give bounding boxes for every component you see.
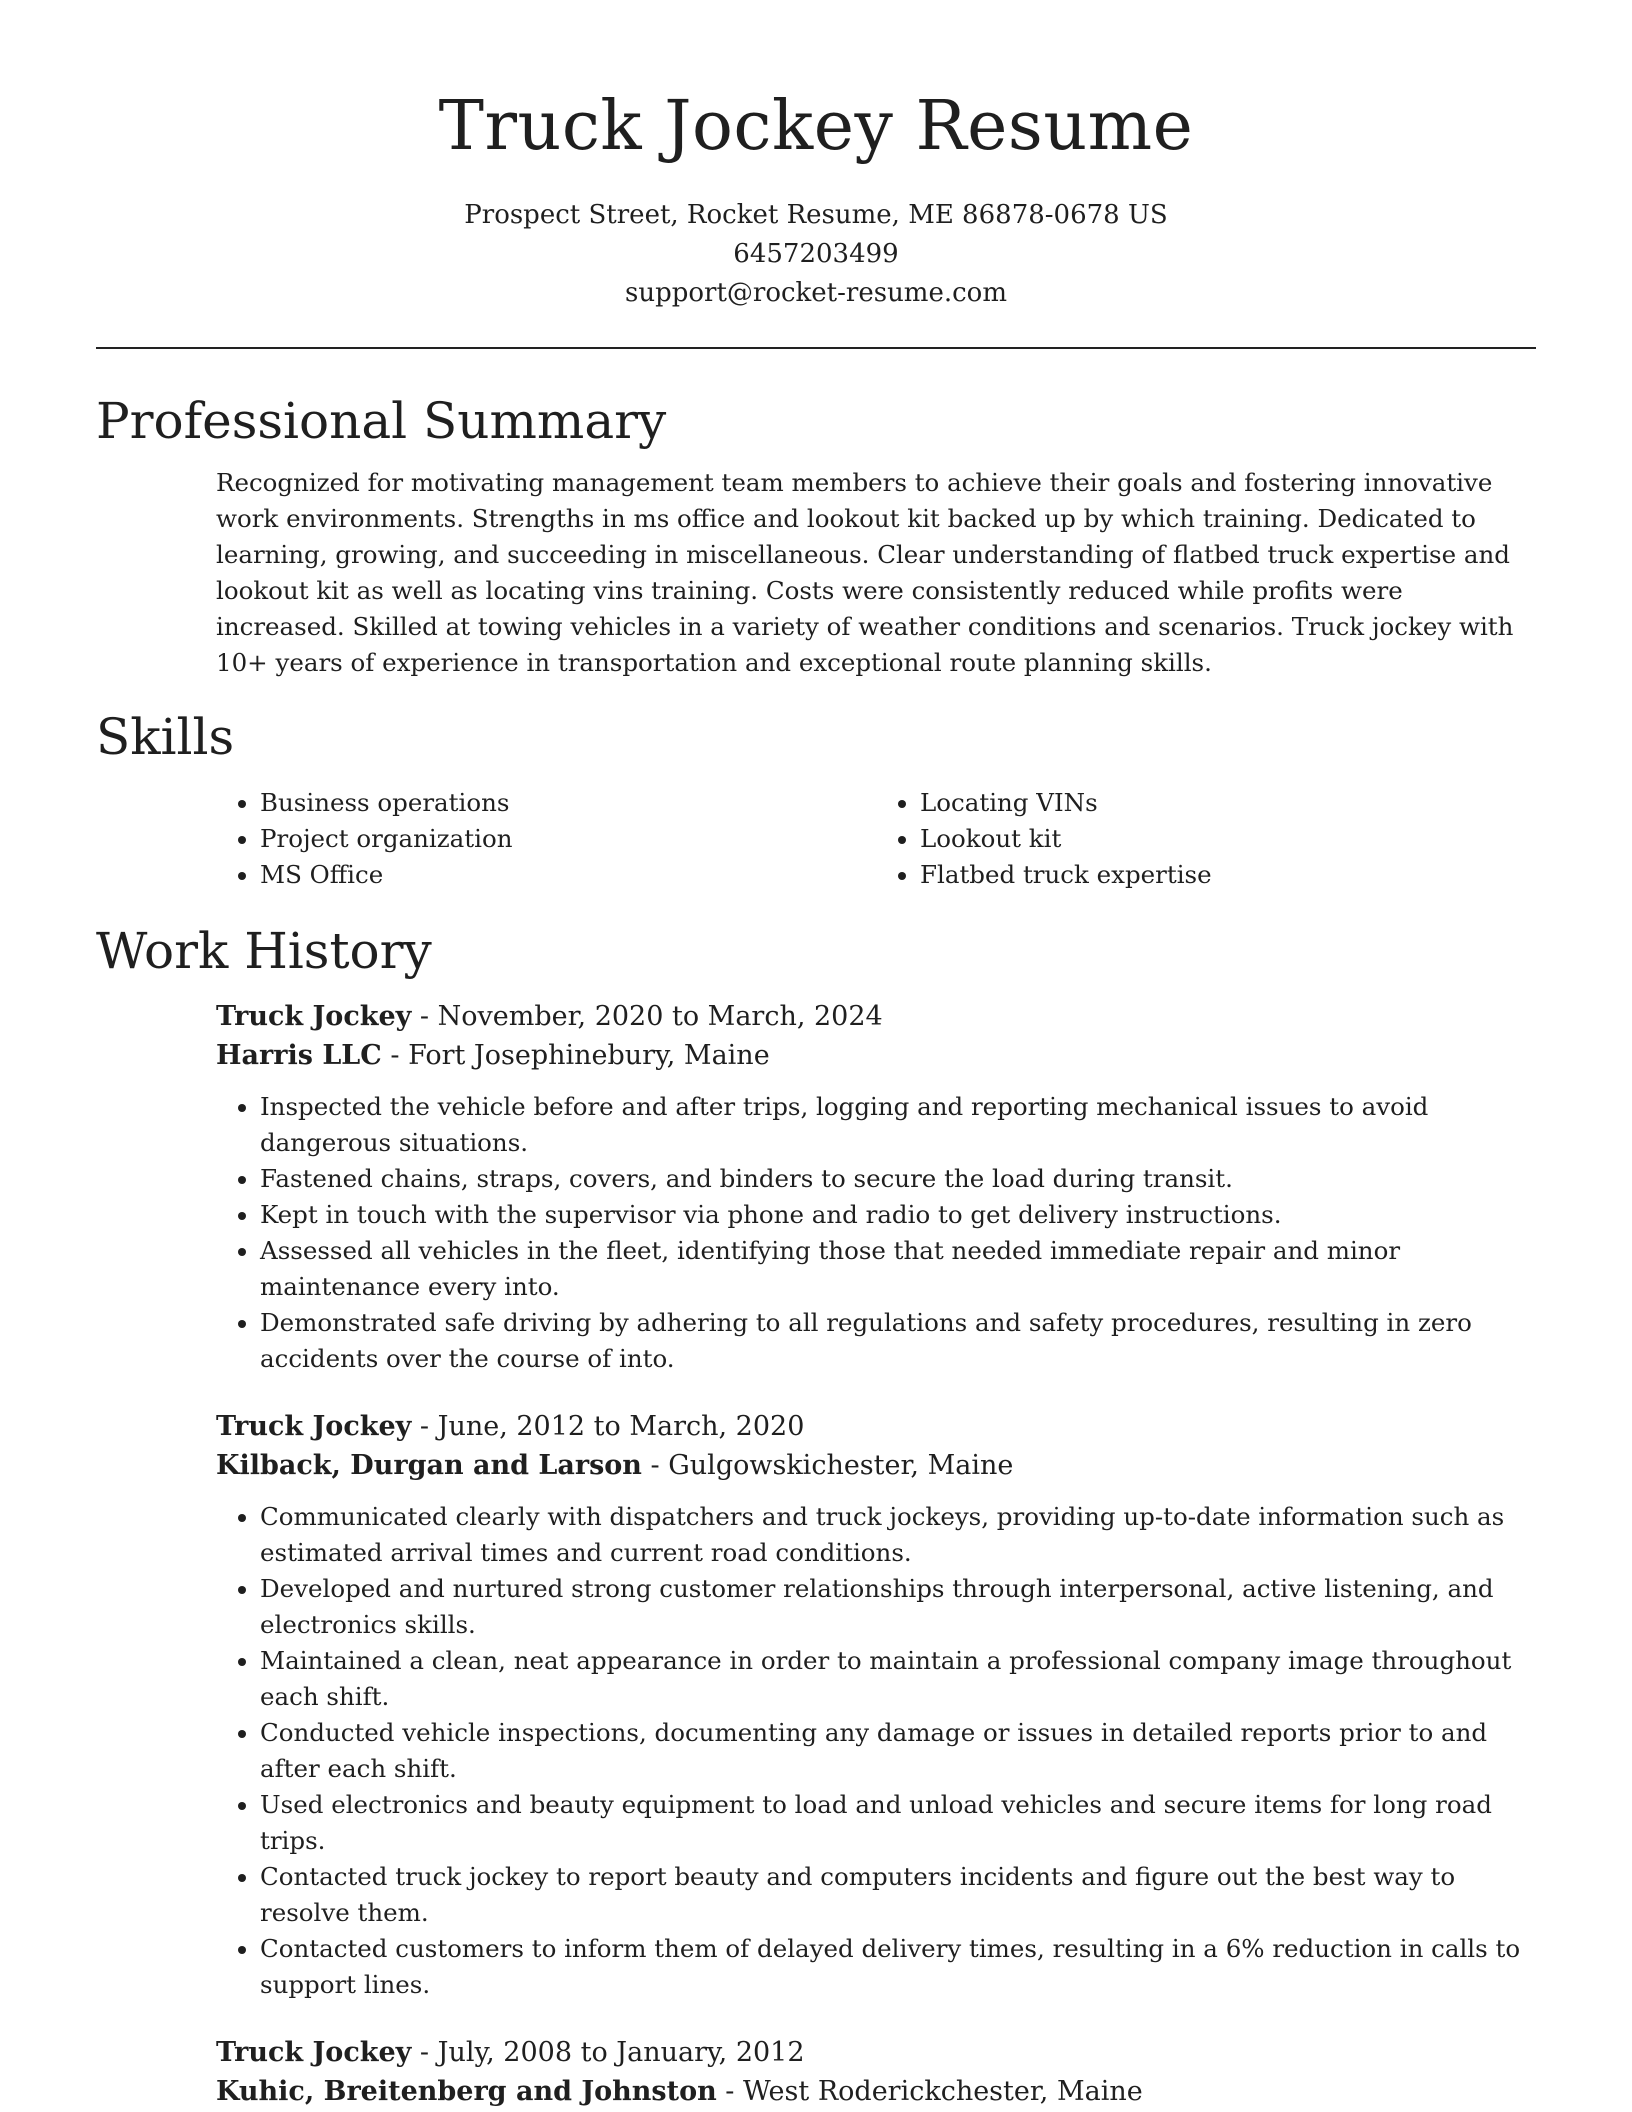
job-bullet: • Conducted vehicle inspections, documenting any damage or issues in detailed reports prior to and after each shift. (260, 1715, 1536, 1787)
job-location: - Fort Josephinebury, Maine (381, 1040, 770, 1071)
job-entry (216, 2033, 1536, 2111)
job-company-line (216, 2072, 1536, 2111)
skill-item: • Flatbed truck expertise (920, 857, 1536, 893)
contact-address: Prospect Street, Rocket Resume, ME 86878-0678 US (464, 200, 1168, 230)
resume-page (96, 0, 1536, 2111)
job-bullets (216, 1499, 1536, 2003)
job-bullet: • Assessed all vehicles in the fleet, identifying those that needed immediate repair and minor maintenance every into. (260, 1233, 1536, 1305)
job-dates: - July, 2008 to January, 2012 (411, 2037, 805, 2068)
job-company: Harris LLC (216, 1040, 382, 1071)
job-location: - Gulgowskichester, Maine (641, 1450, 1014, 1481)
job-bullet: • Communicated clearly with dispatchers and truck jockeys, providing up-to-date information such as estimated arrival times and current road conditions. (260, 1499, 1536, 1571)
work-history-section (96, 921, 1536, 2111)
summary-section (96, 391, 1536, 681)
job-title-line (216, 1407, 1536, 1446)
job-entry (216, 997, 1536, 1377)
skill-item: • MS Office (260, 857, 876, 893)
skill-item: • Lookout kit (920, 821, 1536, 857)
work-history-heading: Work History (96, 922, 432, 980)
job-bullet: • Maintained a clean, neat appearance in order to maintain a professional company image throughout each shift. (260, 1643, 1536, 1715)
skills-column-left (216, 785, 876, 893)
job-bullet: • Fastened chains, straps, covers, and binders to secure the load during transit. (260, 1161, 1536, 1197)
contact-phone: 6457203499 (733, 239, 899, 269)
job-title-line (216, 997, 1536, 1036)
header-divider (96, 347, 1536, 349)
job-role: Truck Jockey (216, 2037, 412, 2068)
job-dates: - November, 2020 to March, 2024 (411, 1001, 883, 1032)
job-bullet: • Developed and nurtured strong customer relationships through interpersonal, active listening, and electronics skills. (260, 1571, 1536, 1643)
job-bullet: • Contacted customers to inform them of delayed delivery times, resulting in a 6% reduction in calls to support lines. (260, 1931, 1536, 2003)
contact-email: support@rocket-resume.com (624, 278, 1007, 308)
job-bullet: • Inspected the vehicle before and after trips, logging and reporting mechanical issues to avoid dangerous situations. (260, 1089, 1536, 1161)
skill-item: • Business operations (260, 785, 876, 821)
summary-heading: Professional Summary (96, 392, 667, 450)
job-bullet: • Used electronics and beauty equipment to load and unload vehicles and secure items for long road trips. (260, 1787, 1536, 1859)
summary-text: Recognized for motivating management team members to achieve their goals and fostering innovative work environments. Strengths in ms office and lookout kit backed up by which training. Dedicated to learning, growing, and succeeding in miscellaneous. Clear understanding of flatbed truck expertise and lookout kit as well as locating vins training. Costs were consistently reduced while profits were increased. Skilled at towing vehicles in a variety of weather conditions and scenarios. Truck jockey with 10+ years of experience in transportation and exceptional route planning skills. (216, 468, 1514, 677)
job-bullet: • Kept in touch with the supervisor via phone and radio to get delivery instructions. (260, 1197, 1536, 1233)
skills-section (96, 707, 1536, 893)
resume-header (96, 0, 1536, 313)
job-bullet: • Demonstrated safe driving by adhering to all regulations and safety procedures, resulting in zero accidents over the course of into. (260, 1305, 1536, 1377)
job-company: Kuhic, Breitenberg and Johnston (216, 2076, 717, 2107)
skills-heading: Skills (96, 708, 235, 766)
skill-item: • Locating VINs (920, 785, 1536, 821)
job-company-line (216, 1446, 1536, 1485)
job-bullet: • Contacted truck jockey to report beauty and computers incidents and figure out the best way to resolve them. (260, 1859, 1536, 1931)
skills-grid (216, 785, 1536, 893)
job-role: Truck Jockey (216, 1411, 412, 1442)
job-bullets (216, 1089, 1536, 1377)
job-company: Kilback, Durgan and Larson (216, 1450, 642, 1481)
job-dates: - June, 2012 to March, 2020 (411, 1411, 805, 1442)
job-role: Truck Jockey (216, 1001, 412, 1032)
job-location: - West Roderickchester, Maine (716, 2076, 1143, 2107)
job-title-line (216, 2033, 1536, 2072)
skills-column-right (876, 785, 1536, 893)
skill-item: • Project organization (260, 821, 876, 857)
job-entry (216, 1407, 1536, 2003)
job-company-line (216, 1036, 1536, 1075)
resume-title: Truck Jockey Resume (438, 87, 1194, 166)
